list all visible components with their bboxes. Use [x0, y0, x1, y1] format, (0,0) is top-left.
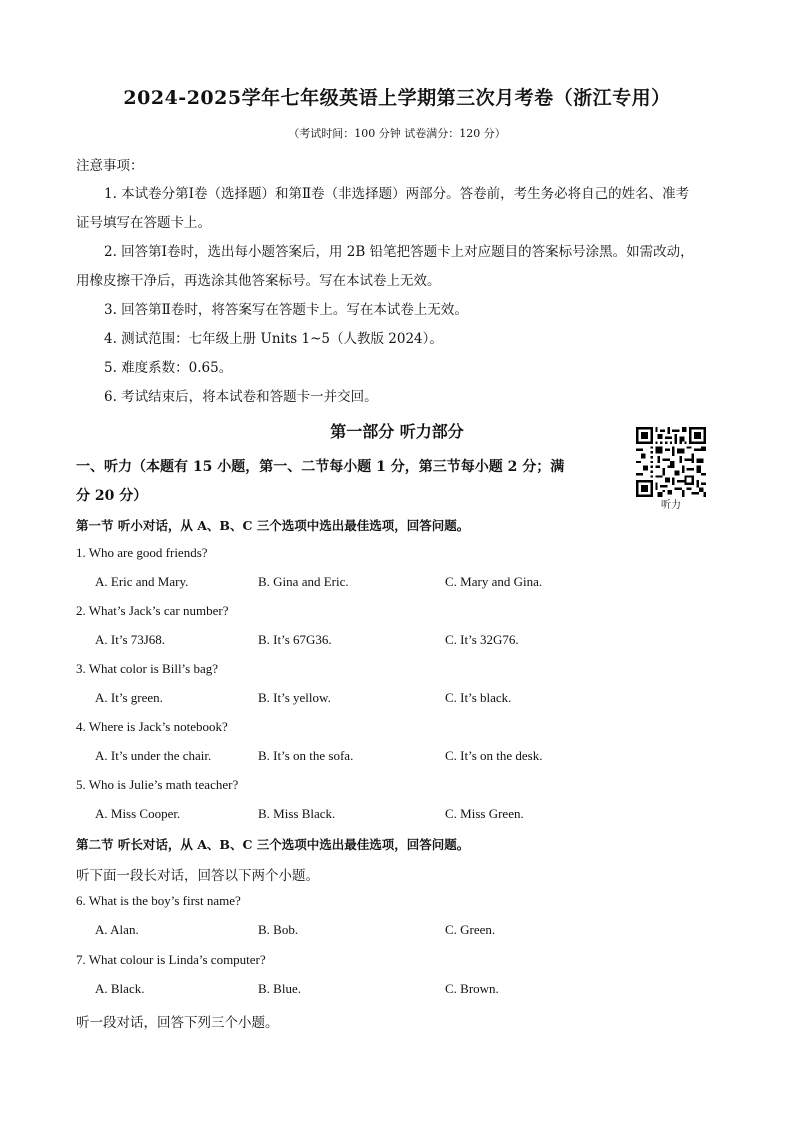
section1-heading: 第一节 听小对话，从 A、B、C 三个选项中选出最佳选项，回答问题。: [76, 518, 470, 533]
option-c: C. Mary and Gina.: [445, 574, 543, 589]
option-b: B. Blue.: [258, 981, 301, 996]
option-b: B. Miss Black.: [258, 806, 336, 821]
option-c: C. Brown.: [445, 981, 499, 996]
qr-caption: 听力: [661, 500, 681, 511]
notes-heading: 注意事项：: [76, 158, 144, 174]
option-a: A. It’s 73J68.: [95, 632, 166, 647]
note-item-3: 3. 回答第Ⅱ卷时，将答案写在答题卡上。写在本试卷上无效。: [104, 302, 468, 318]
question-text: 4. Where is Jack’s notebook?: [76, 719, 228, 734]
note-item-1-cont: 证号填写在答题卡上。: [76, 215, 211, 231]
option-c: C. Green.: [445, 922, 496, 937]
question-text: 5. Who is Julie’s math teacher?: [76, 777, 239, 792]
exam-info: （考试时间：100 分钟 试卷满分：120 分）: [288, 127, 506, 140]
note-item-2-cont: 用橡皮擦干净后，再选涂其他答案标号。写在本试卷上无效。: [76, 273, 441, 289]
section2-intro: 听下面一段长对话，回答以下两个小题。: [76, 868, 319, 884]
option-b: B. Gina and Eric.: [258, 574, 349, 589]
note-item-5: 5. 难度系数：0.65。: [104, 360, 233, 376]
section2-intro: 听一段对话，回答下列三个小题。: [76, 1015, 279, 1031]
option-a: A. It’s under the chair.: [95, 748, 212, 763]
question-text: 6. What is the boy’s first name?: [76, 893, 241, 908]
option-b: B. It’s yellow.: [258, 690, 331, 705]
option-a: A. It’s green.: [95, 690, 163, 705]
option-a: A. Alan.: [95, 922, 139, 937]
page-title: 2024-2025学年七年级英语上学期第三次月考卷（浙江专用）: [123, 87, 671, 109]
option-b: B. It’s on the sofa.: [258, 748, 354, 763]
question-text: 3. What color is Bill’s bag?: [76, 661, 219, 676]
note-item-1: 1. 本试卷分第Ⅰ卷（选择题）和第Ⅱ卷（非选择题）两部分。答卷前，考生务必将自己的姓名、准考: [104, 186, 690, 202]
question-text: 2. What’s Jack’s car number?: [76, 603, 229, 618]
qr-code[interactable]: [636, 427, 706, 497]
listening-section-heading: 一、听力（本题有 15 小题，第一、二节每小题 1 分，第三节每小题 2 分；满: [76, 459, 565, 475]
note-item-6: 6. 考试结束后，将本试卷和答题卡一并交回。: [104, 389, 378, 405]
question-text: 1. Who are good friends?: [76, 545, 208, 560]
option-c: C. Miss Green.: [445, 806, 524, 821]
note-item-2: 2. 回答第Ⅰ卷时，选出每小题答案后，用 2B 铅笔把答题卡上对应题目的答案标号涂黑。如需改动，: [104, 244, 694, 260]
option-b: B. Bob.: [258, 922, 299, 937]
listening-section-heading-cont: 分 20 分）: [76, 488, 148, 504]
option-a: A. Eric and Mary.: [95, 574, 189, 589]
option-c: C. It’s black.: [445, 690, 512, 705]
option-c: C. It’s on the desk.: [445, 748, 543, 763]
option-a: A. Black.: [95, 981, 145, 996]
option-b: B. It’s 67G36.: [258, 632, 332, 647]
option-a: A. Miss Cooper.: [95, 806, 181, 821]
question-text: 7. What colour is Linda’s computer?: [76, 952, 266, 967]
note-item-4: 4. 测试范围：七年级上册 Units 1~5（人教版 2024）。: [104, 331, 443, 347]
section2-heading: 第二节 听长对话，从 A、B、C 三个选项中选出最佳选项，回答问题。: [76, 837, 470, 852]
option-c: C. It’s 32G76.: [445, 632, 519, 647]
part1-heading: 第一部分 听力部分: [330, 422, 464, 441]
